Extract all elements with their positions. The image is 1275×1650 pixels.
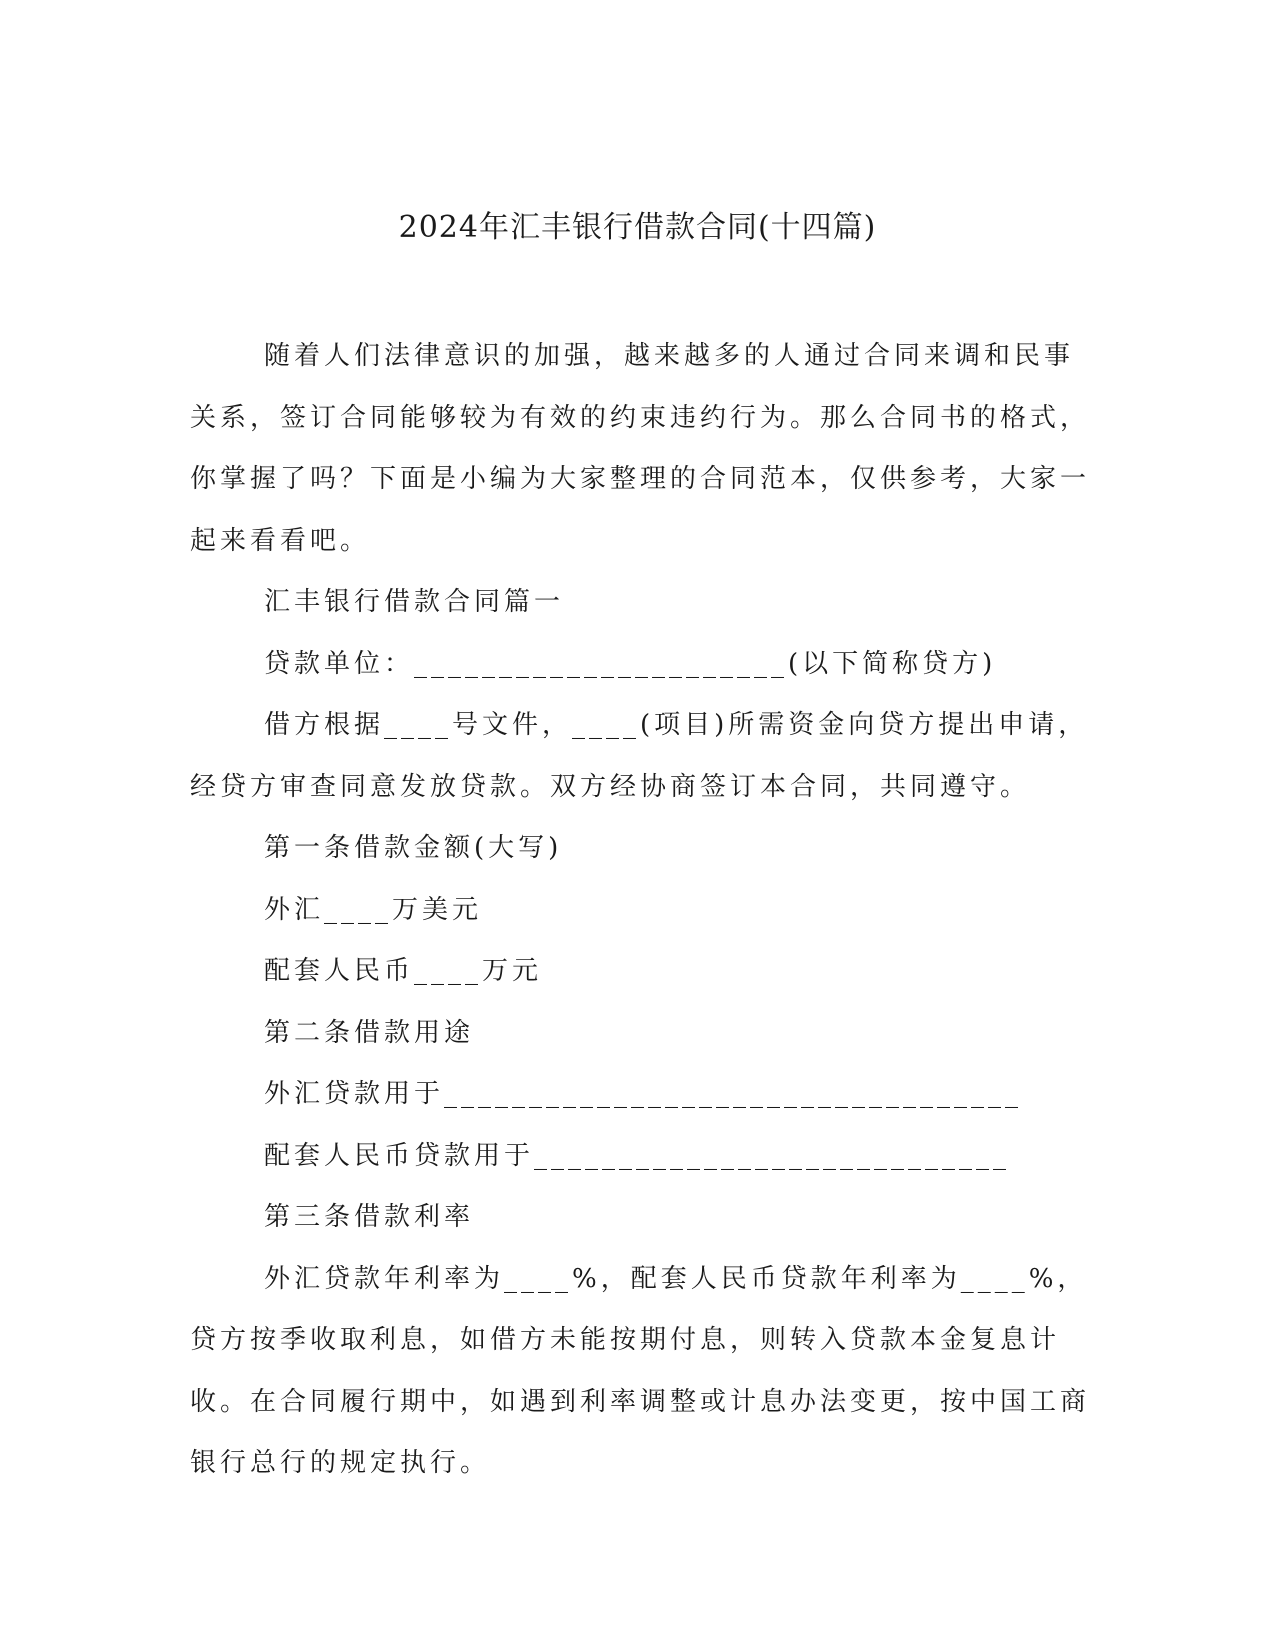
borrower-paragraph: 借方根据____号文件，____(项目)所需资金向贷方提出申请，经贷方审查同意发放贷款。双方经协商签订本合同，共同遵守。 [190, 710, 1089, 802]
article-3-heading: 第三条借款利率 [264, 1202, 475, 1232]
article-2-heading: 第二条借款用途 [264, 1017, 475, 1048]
lender-line: 贷款单位：______________________(以下简称贷方) [264, 648, 997, 679]
foreign-currency-amount: 外汇____万美元 [264, 894, 483, 925]
rmb-loan-purpose: 配套人民币贷款用于____________________________ [264, 1140, 1011, 1171]
document-title: 2024年汇丰银行借款合同(十四篇) [398, 210, 877, 245]
interest-rate-paragraph: 外汇贷款年利率为____%，配套人民币贷款年利率为____%，贷方按季收取利息，如借方未能按期付息，则转入贷款本金复息计收。在合同履行期中，如遇到利率调整或计息办法变更，按中国工商银行总行的规定执行。 [190, 1263, 1091, 1478]
document-body [190, 326, 1090, 1495]
rmb-amount: 配套人民币____万元 [264, 956, 543, 986]
article-1-heading: 第一条借款金额(大写) [264, 833, 563, 863]
section-heading: 汇丰银行借款合同篇一 [264, 587, 565, 617]
foreign-loan-purpose: 外汇贷款用于__________________________________ [264, 1079, 1023, 1109]
intro-paragraph: 随着人们法律意识的加强，越来越多的人通过合同来调和民事关系，签订合同能够较为有效的约束违约行为。那么合同书的格式，你掌握了吗？下面是小编为大家整理的合同范本，仅供参考，大家一起来看看吧。 [190, 341, 1091, 556]
